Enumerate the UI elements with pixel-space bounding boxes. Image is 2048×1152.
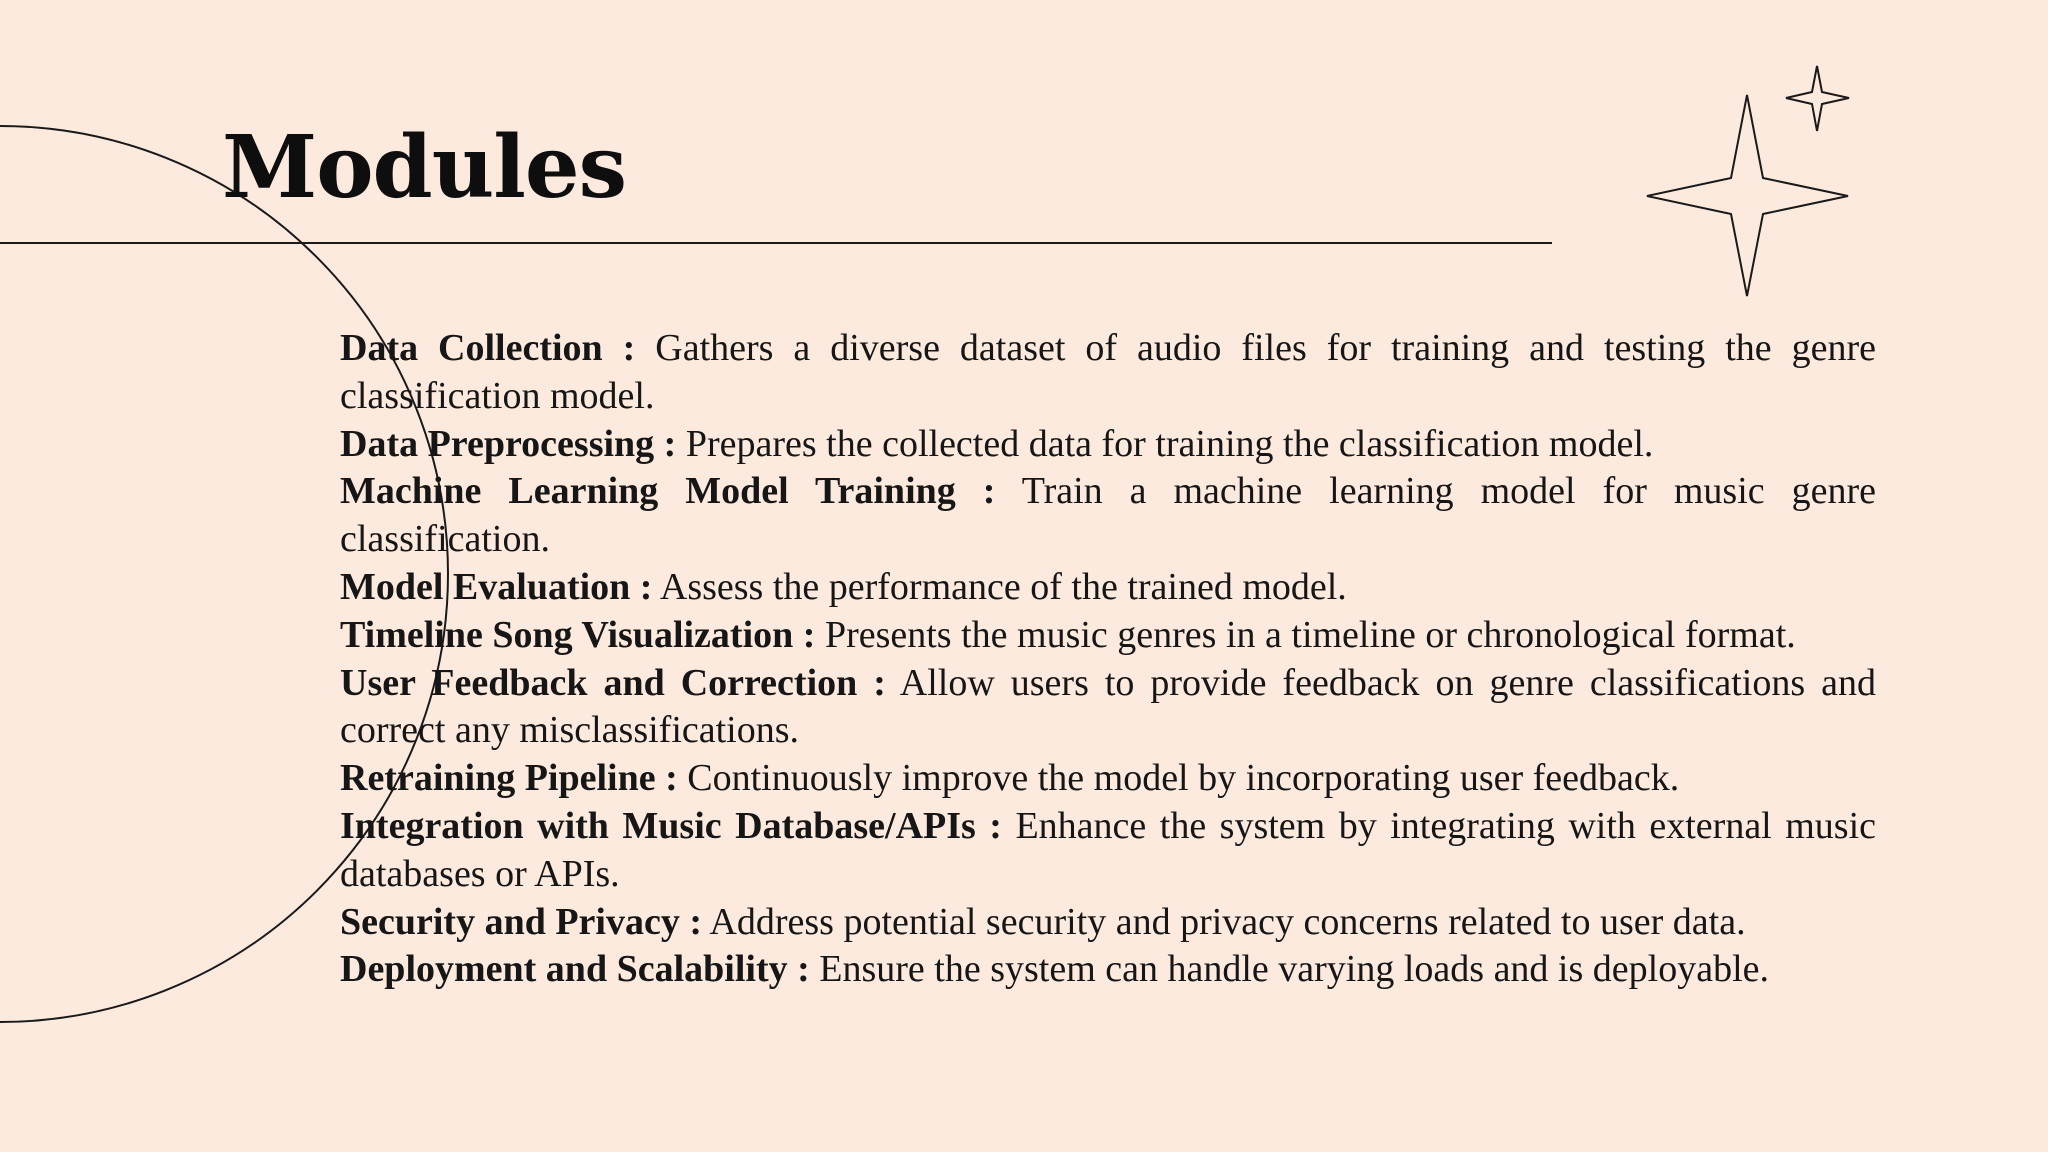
module-description: Enhance the system by integrating with external music databases or APIs.: [340, 804, 1877, 895]
module-description: Presents the music genres in a timeline or chronological format.: [824, 613, 1796, 656]
list-item: [340, 899, 1876, 947]
module-term: Deployment and Scalability :: [340, 948, 810, 991]
list-item: [340, 564, 1876, 612]
list-item: [340, 660, 1876, 756]
list-item: [340, 421, 1876, 469]
small-four-point-star-icon: [1786, 66, 1849, 131]
list-item: [340, 468, 1876, 564]
module-term: Security and Privacy :: [340, 900, 703, 943]
modules-list: [340, 325, 1876, 994]
module-description: Gathers a diverse dataset of audio files for training and testing the genre classification model.: [340, 327, 1876, 417]
list-item: [340, 803, 1876, 899]
module-description: Ensure the system can handle varying loads and is deployable.: [819, 948, 1769, 991]
module-description: Address potential security and privacy concerns related to user data.: [709, 900, 1746, 943]
list-item: [340, 755, 1876, 803]
list-item: [340, 612, 1876, 660]
module-term: Timeline Song Visualization :: [340, 613, 816, 656]
module-description: Assess the performance of the trained model.: [659, 565, 1347, 608]
list-item: [340, 946, 1876, 994]
page-title: Modules: [222, 117, 627, 218]
list-item: [340, 325, 1876, 421]
module-description: Prepares the collected data for training the classification model.: [685, 422, 1654, 465]
module-term: Model Evaluation :: [340, 565, 653, 608]
large-four-point-star-icon: [1647, 95, 1848, 296]
module-description: Continuously improve the model by incorporating user feedback.: [687, 757, 1680, 800]
module-term: Machine Learning Model Training :: [340, 470, 996, 513]
module-term: Retraining Pipeline :: [340, 757, 678, 800]
module-term: Data Preprocessing :: [340, 422, 677, 465]
module-term: User Feedback and Correction :: [340, 661, 886, 704]
module-term: Data Collection :: [340, 327, 636, 369]
module-term: Integration with Music Database/APIs :: [340, 804, 1002, 847]
module-description: Allow users to provide feedback on genre classifications and correct any misclassifications.: [340, 661, 1876, 752]
module-description: Train a machine learning model for music genre classification.: [340, 470, 1876, 561]
